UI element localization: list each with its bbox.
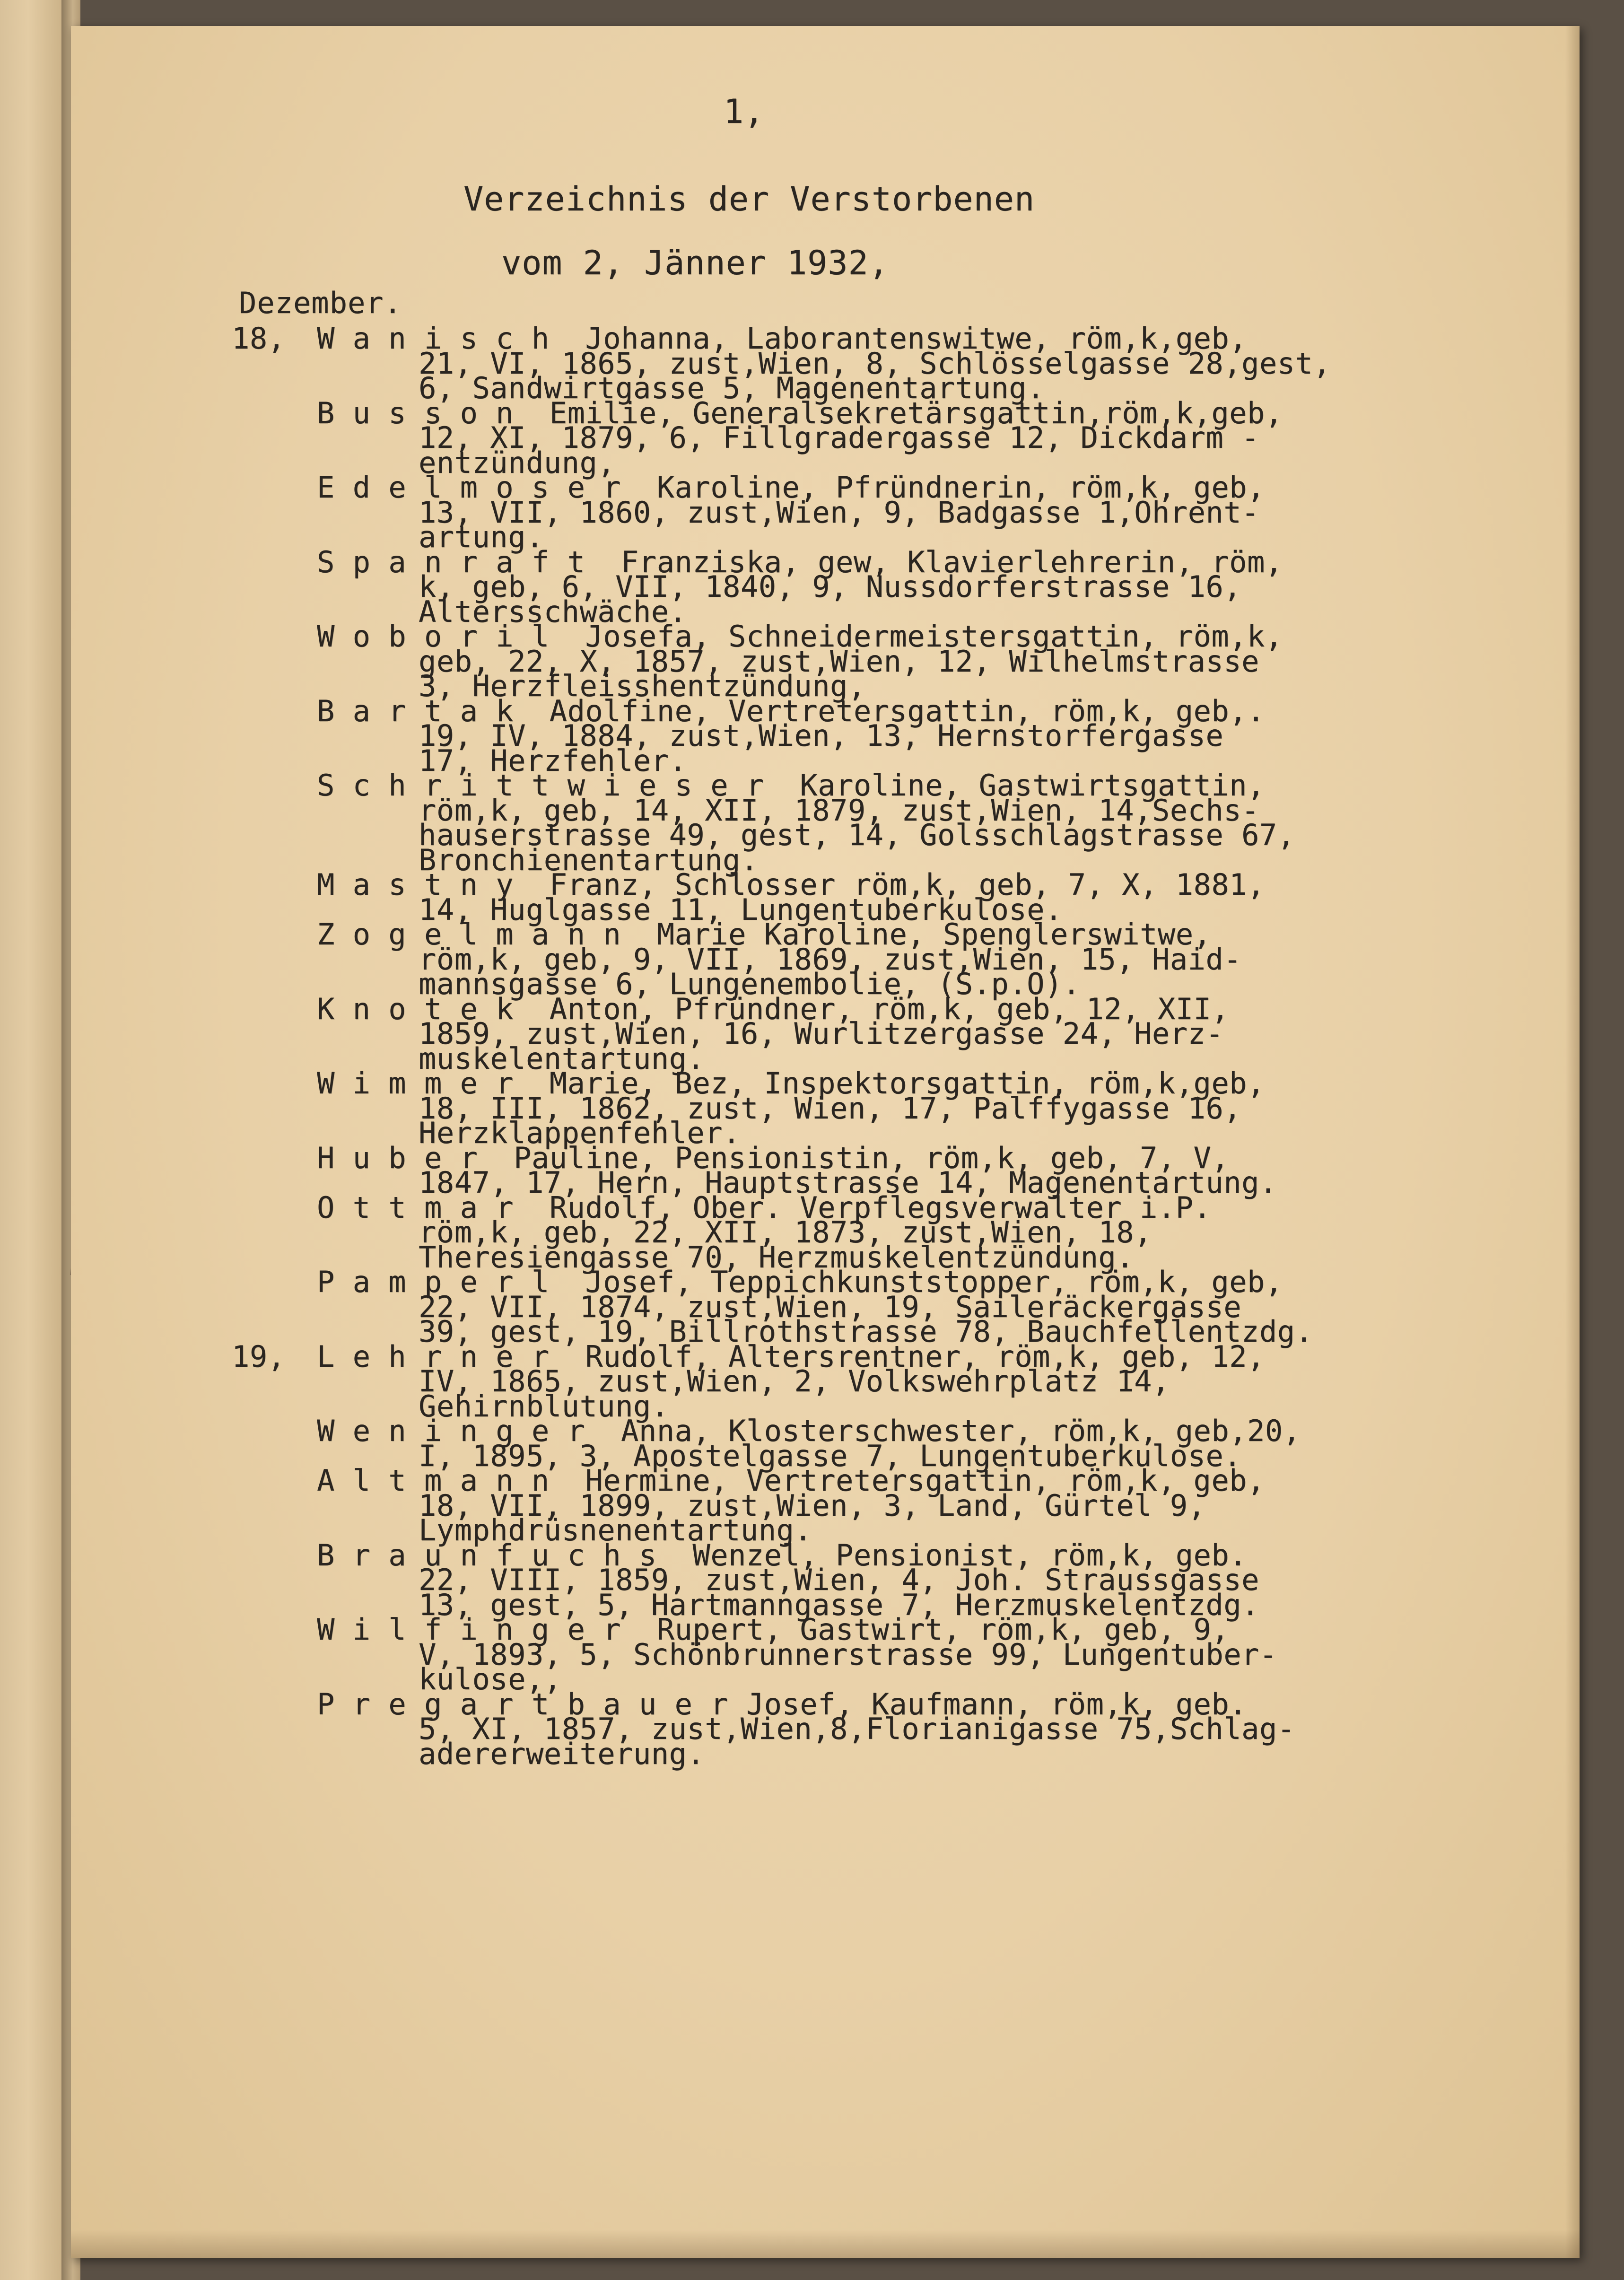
page-subtitle: vom 2, Jänner 1932, xyxy=(501,244,889,282)
entry-name-line: P a m p e r l Josef, Teppichkunststopper, röm,k, geb, xyxy=(317,1265,1283,1299)
entry-detail-line: 6, Sandwirtgasse 5, Magenentartung. xyxy=(419,371,1045,405)
entry-detail-line: 18, III, 1862, zust, Wien, 17, Palffygasse 16, xyxy=(419,1091,1242,1126)
entry-detail-line: geb, 22, X, 1857, zust,Wien, 12, Wilhelmstrasse xyxy=(419,644,1259,679)
entry-detail-line: entzündung, xyxy=(419,445,616,480)
entry-detail-line: mannsgasse 6, Lungenembolie, (S.p.O). xyxy=(419,967,1081,1001)
entry-name-line: W a n i s c h Johanna, Laborantenswitwe, röm,k,geb, xyxy=(317,321,1248,356)
entry-detail-line: 39, gest, 19, Billrothstrasse 78, Bauchfellentzdg. xyxy=(419,1314,1313,1349)
page-shadow-right xyxy=(1565,26,1580,2258)
entry-detail-line: I, 1895, 3, Apostelgasse 7, Lungentuberkulose. xyxy=(419,1438,1242,1473)
entry-name-line: K n o t e k Anton, Pfründner, röm,k, geb, 12, XII, xyxy=(317,991,1230,1026)
entry-detail-line: k, geb, 6, VII, 1840, 9, Nussdorferstrasse 16, xyxy=(419,569,1242,604)
entry-detail-line: 1859, zust,Wien, 16, Wurlitzergasse 24, Herz- xyxy=(419,1016,1224,1051)
entry-detail-line: Altersschwäche. xyxy=(419,594,687,629)
entry-name-line: B a r t a k Adolfine, Vertretersgattin, röm,k, geb,. xyxy=(317,693,1265,728)
entry-detail-line: kulose,, xyxy=(419,1662,562,1696)
entry-detail-line: Bronchienentartung. xyxy=(419,842,759,877)
entry-detail-line: Lymphdrüsnenentartung. xyxy=(419,1513,812,1547)
entry-name-line: B u s s o n Emilie, Generalsekretärsgattin,röm,k,geb, xyxy=(317,395,1283,430)
entry-name-line: L e h r n e r Rudolf, Altersrentner, röm,k, geb, 12, xyxy=(317,1339,1265,1374)
entry-name-line: W i l f i n g e r Rupert, Gastwirt, röm,k, geb, 9, xyxy=(317,1612,1230,1647)
entry-detail-line: hauserstrasse 49, gest, 14, Golsschlagstrasse 67, xyxy=(419,818,1295,852)
entry-detail-line: 21, VI, 1865, zust,Wien, 8, Schlösselgasse 28,gest, xyxy=(419,346,1331,381)
entry-detail-line: 13, gest, 5, Hartmanngasse 7, Herzmuskelentzdg. xyxy=(419,1587,1259,1622)
month-heading: Dezember. xyxy=(239,286,402,320)
entry-detail-line: 22, VIII, 1859, zust,Wien, 4, Joh. Straussgasse xyxy=(419,1563,1259,1597)
entry-name-line: S p a n r a f t Franziska, gew, Klavierlehrerin, röm, xyxy=(317,544,1283,579)
entry-detail-line: 5, XI, 1857, zust,Wien,8,Florianigasse 75,Schlag- xyxy=(419,1712,1295,1746)
entry-detail-line: Gehirnblutung. xyxy=(419,1389,669,1424)
page-shadow-bottom xyxy=(71,2230,1580,2258)
entry-name-line: Z o g e l m a n n Marie Karoline, Spenglerswitwe, xyxy=(317,917,1212,952)
entry-detail-line: V, 1893, 5, Schönbrunnerstrasse 99, Lungentuber- xyxy=(419,1637,1277,1672)
page-title: Verzeichnis der Verstorbenen xyxy=(463,180,1035,218)
entry-detail-line: röm,k, geb, 14, XII, 1879, zust,Wien, 14,Sechs- xyxy=(419,793,1259,828)
entry-detail-line: röm,k, geb, 22, XII, 1873, zust,Wien, 18, xyxy=(419,1215,1152,1249)
entry-detail-line: 19, IV, 1884, zust,Wien, 13, Hernstorfergasse xyxy=(419,718,1224,753)
entry-name-line: W e n i n g e r Anna, Klosterschwester, röm,k, geb,20, xyxy=(317,1414,1301,1448)
entry-name-line: H u b e r Pauline, Pensionistin, röm,k, geb, 7, V, xyxy=(317,1140,1230,1175)
entry-name-line: S c h r i t t w i e s e r Karoline, Gastwirtsgattin, xyxy=(317,768,1265,803)
entry-detail-line: 18, VII, 1899, zust,Wien, 3, Land, Gürtel 9, xyxy=(419,1488,1206,1523)
left-page-edge xyxy=(0,0,71,2280)
entry-detail-line: 13, VII, 1860, zust,Wien, 9, Badgasse 1,Ohrent- xyxy=(419,495,1259,530)
entry-name-line: W i m m e r Marie, Bez, Inspektorsgattin, röm,k,geb, xyxy=(317,1066,1265,1101)
entry-name-line: E d e l m o s e r Karoline, Pfründnerin, röm,k, geb, xyxy=(317,470,1265,505)
entry-name-line: M a s t n y Franz, Schlosser röm,k, geb, 7, X, 1881, xyxy=(317,867,1265,902)
entry-name-line: O t t m a r Rudolf, Ober. Verpflegsverwalter i.P. xyxy=(317,1190,1212,1225)
entry-detail-line: 14, Huglgasse 11, Lungentuberkulose. xyxy=(419,892,1063,927)
entry-detail-line: IV, 1865, zust,Wien, 2, Volkswehrplatz 14, xyxy=(419,1364,1170,1398)
entry-detail-line: 22, VII, 1874, zust,Wien, 19, Saileräckergasse xyxy=(419,1289,1242,1324)
entry-day: 18, xyxy=(232,321,286,356)
entry-name-line: P r e g a r t b a u e r Josef, Kaufmann, röm,k, geb. xyxy=(317,1686,1248,1721)
entry-detail-line: artung. xyxy=(419,520,544,554)
entry-day: 19, xyxy=(232,1339,286,1374)
entry-detail-line: 12, XI, 1879, 6, Fillgradergasse 12, Dickdarm - xyxy=(419,420,1259,455)
entry-name-line: W o b o r i l Josefa, Schneidermeistersgattin, röm,k, xyxy=(317,619,1283,654)
entry-name-line: A l t m a n n Hermine, Vertretersgattin, röm,k, geb, xyxy=(317,1463,1265,1498)
entry-detail-line: 3, Herzfleisshentzündung, xyxy=(419,669,866,703)
entry-detail-line: Herzklappenfehler. xyxy=(419,1116,741,1150)
entry-detail-line: muskelentartung. xyxy=(419,1041,705,1076)
entry-detail-line: 17, Herzfehler. xyxy=(419,743,687,778)
entry-name-line: B r a u n f u c h s Wenzel, Pensionist, röm,k, geb. xyxy=(317,1537,1248,1572)
entry-detail-line: Theresiengasse 70, Herzmuskelentzündung. xyxy=(419,1240,1135,1275)
page-number: 1, xyxy=(724,92,765,131)
entry-detail-line: 1847, 17, Hern, Hauptstrasse 14, Magenentartung. xyxy=(419,1165,1277,1200)
entry-detail-line: röm,k, geb, 9, VII, 1869, zust,Wien, 15, Haid- xyxy=(419,942,1242,977)
entry-detail-line: adererweiterung. xyxy=(419,1736,705,1771)
